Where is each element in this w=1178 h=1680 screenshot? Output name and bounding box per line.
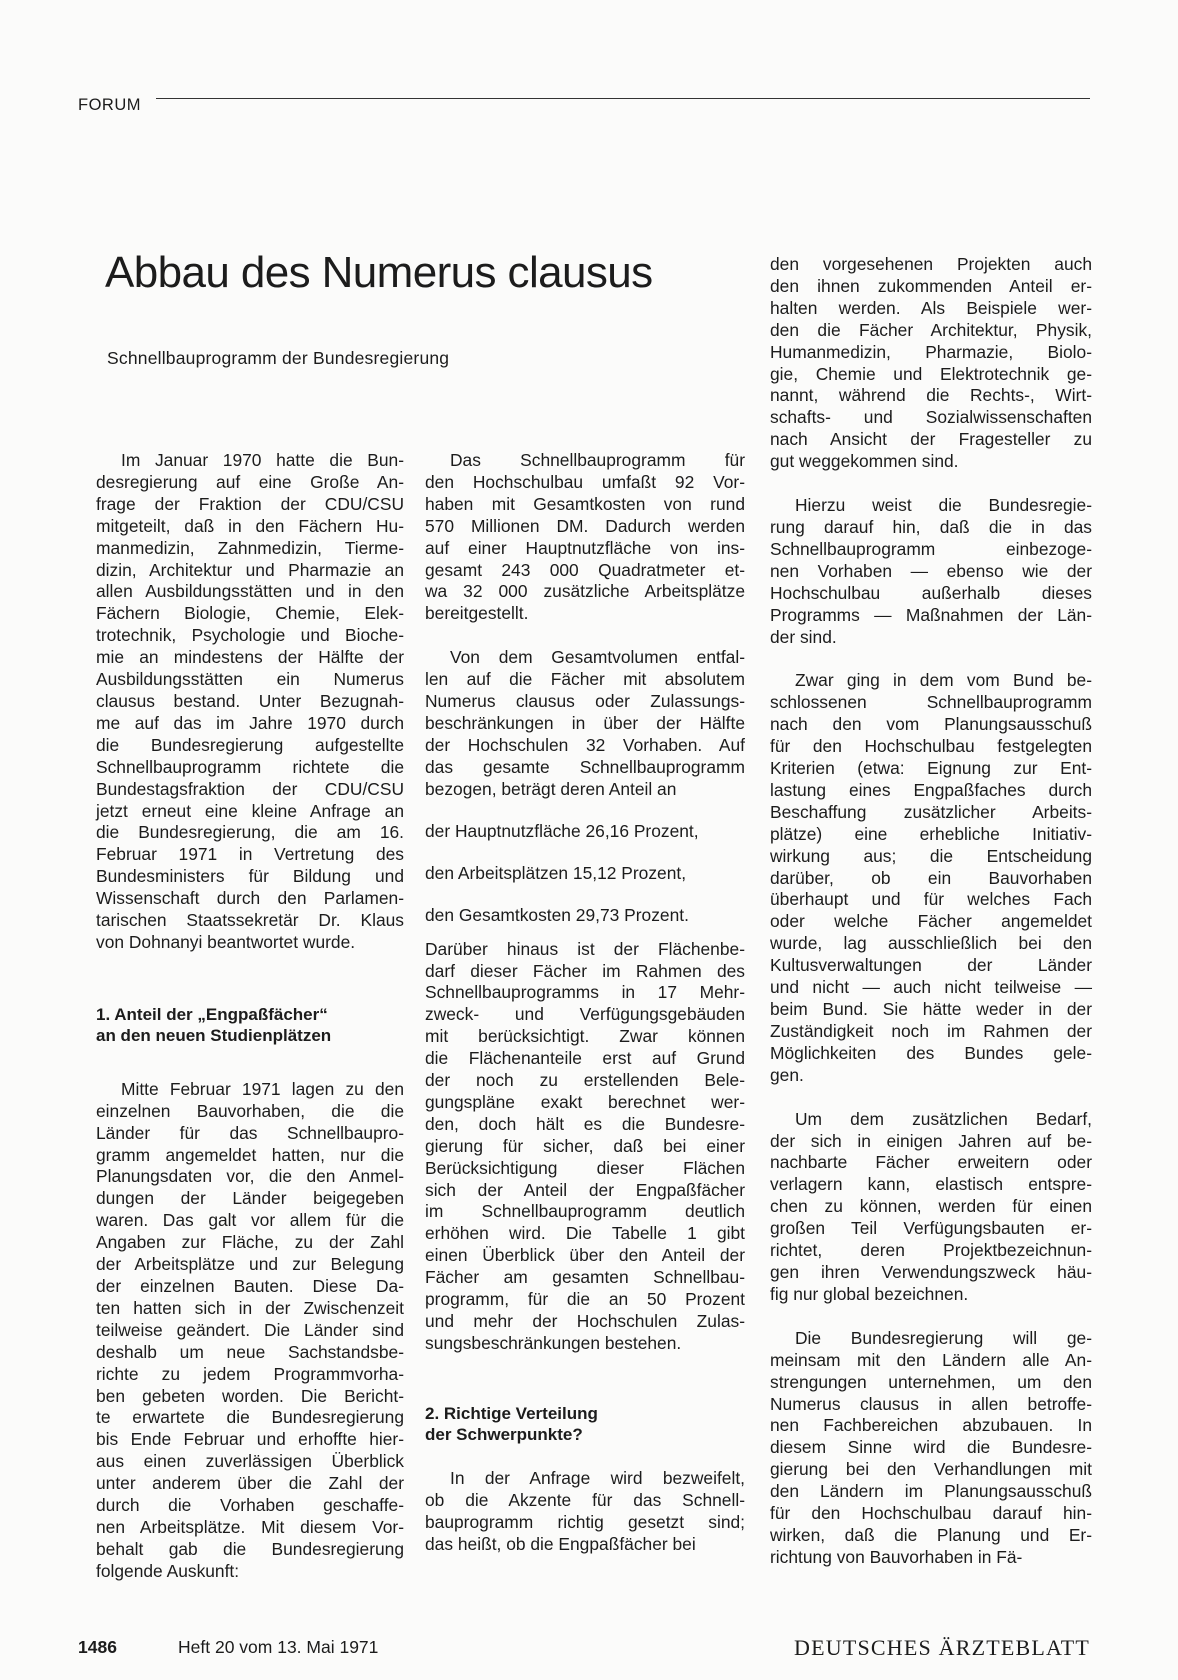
column-1 [96,450,404,1583]
text-line: oder welche Fächer angemeldet [770,911,1092,932]
text-line: mit berücksichtigt. Zwar können [425,1026,745,1047]
text-line: nannt, während die Rechts-, Wirt- [770,385,1092,406]
text-line: die Bundesregierung aufgestellte [96,734,404,755]
text-line: dizin, Architektur und Pharmazie an [96,559,404,580]
text-line: der sind. [770,626,837,647]
text-line: Fächern Biologie, Chemie, Elek- [96,603,404,624]
text-line: sich der Anteil der Engpaßfächer [425,1179,745,1200]
text-line: auf einer Hauptnutzfläche von ins- [425,537,745,558]
text-line: Zuständigkeit noch im Rahmen der [770,1020,1092,1041]
text-line: Hochschulbau außerhalb dieses [770,582,1092,603]
text-line: teilweise geändert. Die Länder sind [96,1319,404,1340]
text-line: 1. Anteil der „Engpaßfächer“ [96,1004,328,1024]
text-line: richte zu jedem Programmvorha- [96,1363,404,1384]
text-line: frage der Fraktion der CDU/CSU [96,493,404,514]
text-line: großen Teil Verfügungsbauten er- [770,1218,1092,1239]
text-line: den Hochschulbau umfaßt 92 Vor- [425,471,745,492]
page-header [78,96,1090,118]
text-line: wirkung aus; die Entscheidung [770,845,1092,866]
section-heading-1 [96,1004,404,1047]
text-line: der einzelnen Bauten. Diese Da- [96,1276,404,1296]
text-line: nen Fachbereichen abzubauen. In [770,1415,1092,1436]
text-line: richtung von Bauvorhaben in Fä- [770,1546,1023,1567]
text-line: den, doch hält es die Bundesre- [425,1113,745,1134]
text-line: Um dem zusätzlichen Bedarf, [795,1108,1092,1129]
text-line: 570 Millionen DM. Dadurch werden [425,515,745,536]
text-line: programm, für die an 50 Prozent [425,1289,745,1310]
text-line: einzelnen Bauvorhaben, die die [96,1100,404,1121]
text-line: haben mit Gesamtkosten von rund [425,493,745,514]
text-line: Das Schnellbauprogramm für [450,450,745,470]
text-line: und mehr der Hochschulen Zulas- [425,1311,745,1331]
page-footer [78,1637,1090,1667]
text-line: den vorgesehenen Projekten auch [770,254,1092,274]
text-line: Hierzu weist die Bundesregie- [795,495,1092,516]
text-line: len auf die Fächer mit absolutem [425,669,745,690]
text-line: der Schwerpunkte? [425,1425,583,1445]
text-line: meinsam mit den Ländern alle An- [770,1349,1092,1370]
text-line: fig nur global bezeichnen. [770,1283,969,1304]
text-line: erhöhen wird. Die Tabelle 1 gibt [425,1223,745,1244]
col2-paragraph-1 [425,450,745,625]
text-line: beim Bund. Sie hätte weder in der [770,999,1092,1019]
text-line: aus einen zuverlässigen Überblick [96,1451,404,1472]
text-line: bezogen, beträgt deren Anteil an [425,778,677,799]
text-line: diesem Sinne wird die Bundesre- [770,1437,1092,1458]
text-line: darf dieser Fächer im Rahmen des [425,960,745,981]
text-line: die Bundesregierung, die am 16. [96,822,404,843]
text-line: an den neuen Studienplätzen [96,1026,332,1046]
text-line: Mitte Februar 1971 lagen zu den [121,1078,404,1099]
text-line: bis Ende Februar und erhoffte hier- [96,1429,404,1450]
text-line: Bundestagsfraktion der CDU/CSU [96,778,404,799]
article-subtitle: Schnellbauprogramm der Bundesregierung [107,348,450,368]
col1-paragraph-1 [96,450,404,954]
stat-workplaces: den Arbeitsplätzen 15,12 Prozent, [425,862,687,883]
text-line: der Arbeitsplätze und zur Belegung [96,1254,404,1275]
text-line: der sich in einigen Jahren auf be- [770,1130,1092,1151]
text-line: wa 32 000 zusätzliche Arbeitsplätze [425,581,745,602]
text-line: gesamt 243 000 Quadratmeter et- [425,559,745,580]
text-line: trotechnik, Psychologie und Bioche- [96,625,404,646]
text-line: Februar 1971 in Vertretung des [96,844,404,865]
page-number: 1486 [78,1637,117,1657]
text-line: Schnellbauprogramm einbezoge- [770,538,1092,559]
col3-paragraph-5 [770,1328,1092,1569]
text-line: gen ihren Verwendungszweck häu- [770,1261,1092,1282]
text-line: nen Arbeitsplätze. Mit diesem Vor- [96,1516,404,1537]
text-line: und nicht — auch nicht teilweise — [770,977,1092,998]
text-line: Beschaffung zusätzlicher Arbeits- [770,801,1092,822]
col3-paragraph-1 [770,254,1092,473]
text-line: für den Hochschulbau darauf hin- [770,1503,1092,1524]
section-label: FORUM [78,96,141,114]
text-line: darüber, ob ein Bauvorhaben [770,867,1092,888]
text-line: halten werden. Als Beispiele wer- [770,297,1092,318]
stat-total-costs: den Gesamtkosten 29,73 Prozent. [425,904,689,925]
text-line: Wissenschaft durch den Parlamen- [96,888,404,909]
text-line: den Ländern im Planungsausschuß [770,1481,1092,1502]
text-line: te erwartete die Bundesregierung [96,1407,404,1428]
text-line: Programms — Maßnahmen der Län- [770,604,1092,625]
text-line: Numerus clausus in allen betroffe- [770,1393,1092,1414]
text-line: bauprogramm richtig gesetzt sind; [425,1511,745,1532]
text-line: überhaupt und für welches Fach [770,889,1092,910]
text-line: gungspläne exakt berechnet wer- [425,1091,745,1112]
text-line: schlossenen Schnellbauprogramm [770,692,1092,713]
text-line: waren. Das galt vor allem für die [96,1210,404,1231]
text-line: richtet, deren Projektbezeichnun- [770,1240,1092,1261]
text-line: manmedizin, Zahnmedizin, Tierme- [96,537,404,558]
text-line: Numerus clausus oder Zulassungs- [425,691,745,712]
text-line: Die Bundesregierung will ge- [795,1327,1092,1348]
header-rule [156,98,1090,99]
text-line: den die Fächer Architektur, Physik, [770,319,1092,340]
text-line: rung darauf hin, daß die in das [770,516,1092,537]
text-line: bereitgestellt. [425,603,529,624]
text-line: Schnellbauprogramms in 17 Mehr- [425,982,745,1003]
text-line: nach Ansicht der Fragesteller zu [770,429,1092,450]
text-line: die Flächenanteile erst auf Grund [425,1048,745,1069]
text-line: behalt gab die Bundesregierung [96,1538,404,1559]
issue-info: Heft 20 vom 13. Mai 1971 [178,1637,379,1657]
text-line: ben gebeten worden. Die Bericht- [96,1385,404,1406]
article-title: Abbau des Numerus clausus [105,248,653,297]
text-line: wurde, lag ausschließlich bei den [770,933,1092,954]
stat-main-area: der Hauptnutzfläche 26,16 Prozent, [425,820,699,841]
text-line: mie an mindestens der Hälfte der [96,647,404,668]
text-line: Planungsdaten vor, die den Anmel- [96,1166,404,1187]
text-line: das heißt, ob die Engpaßfächer bei [425,1533,696,1554]
text-line: zweck- und Verfügungsgebäuden [425,1004,745,1025]
text-line: allen Ausbildungsstätten und in den [96,581,404,602]
text-line: strengungen unternehmen, um den [770,1371,1092,1392]
text-line: clausus bestand. Unter Bezugnah- [96,690,404,711]
text-line: chen zu können, werden für einen [770,1196,1092,1217]
text-line: deshalb um neue Sachstandsbe- [96,1341,404,1362]
col3-paragraph-4 [770,1109,1092,1306]
text-line: gierung für sicher, daß bei einer [425,1135,745,1156]
text-line: verlagern kann, elastisch entspre- [770,1174,1092,1195]
text-line: gierung bei den Verhandlungen mit [770,1459,1092,1480]
journal-name: DEUTSCHES ÄRZTEBLATT [794,1635,1090,1660]
text-line: den ihnen zukommenden Anteil er- [770,275,1092,296]
text-line: gen. [770,1064,804,1085]
text-line: Angaben zur Fläche, zu der Zahl [96,1232,404,1253]
text-line: folgende Auskunft: [96,1560,240,1581]
text-line: gut weggekommen sind. [770,451,959,472]
col3-paragraph-3 [770,670,1092,1086]
text-line: ten hatten sich in der Zwischenzeit [96,1297,404,1318]
text-line: Kultusverwaltungen der Länder [770,955,1092,976]
text-line: me auf das im Jahre 1970 durch [96,712,404,733]
text-line: Länder für das Schnellbaupro- [96,1122,404,1143]
text-line: nen Vorhaben — ebenso wie der [770,560,1092,581]
text-line: Möglichkeiten des Bundes gele- [770,1042,1092,1063]
text-line: Berücksichtigung dieser Flächen [425,1157,745,1178]
col2-paragraph-2 [425,647,745,800]
text-line: nachbarte Fächer erweitern oder [770,1152,1092,1173]
text-line: unter anderem über die Zahl der [96,1473,404,1494]
text-line: von Dohnanyi beantwortet wurde. [96,931,356,952]
column-3 [770,254,1092,1569]
text-line: für den Hochschulbau festgelegten [770,736,1092,757]
col1-paragraph-2 [96,1079,404,1583]
text-line: In der Anfrage wird bezweifelt, [450,1467,745,1488]
text-line: im Schnellbauprogramm deutlich [425,1201,745,1222]
text-line: gie, Chemie und Elektrotechnik ge- [770,363,1092,384]
text-line: lastung eines Engpaßfaches durch [770,779,1092,800]
text-line: das gesamte Schnellbauprogramm [425,756,745,777]
text-line: durch die Vorhaben geschaffe- [96,1495,404,1516]
text-line: 2. Richtige Verteilung [425,1403,598,1423]
col2-paragraph-4 [425,1468,745,1556]
text-line: Fächer am gesamten Schnellbau- [425,1267,745,1288]
text-line: beschränkungen in über der Hälfte [425,712,745,733]
col3-paragraph-2 [770,495,1092,648]
text-line: dungen der Länder beigegeben [96,1188,404,1209]
col2-paragraph-3 [425,939,745,1355]
text-line: Kriterien (etwa: Eignung zur Ent- [770,758,1092,779]
text-line: Humanmedizin, Pharmazie, Biolo- [770,341,1092,362]
text-line: ob die Akzente für das Schnell- [425,1489,745,1510]
text-line: gramm angemeldet hatten, nur die [96,1144,404,1165]
text-line: Von dem Gesamtvolumen entfal- [450,647,745,668]
text-line: Bundesministers für Bildung und [96,866,404,887]
text-line: sungsbeschränkungen bestehen. [425,1332,682,1353]
text-line: wirken, daß die Planung und Er- [770,1524,1092,1545]
text-line: Darüber hinaus ist der Flächenbe- [425,938,745,959]
text-line: Ausbildungsstätten ein Numerus [96,669,404,690]
text-line: Schnellbauprogramm richtete die [96,756,404,777]
text-line: schafts- und Sozialwissenschaften [770,407,1092,428]
text-line: tarischen Staatssekretär Dr. Klaus [96,910,404,931]
section-heading-2 [425,1403,745,1446]
text-line: desregierung auf eine Große An- [96,471,404,492]
text-line: nach den vom Planungsausschuß [770,714,1092,735]
text-line: jetzt erneut eine kleine Anfrage an [96,800,404,821]
column-2 [425,450,745,1555]
text-line: Im Januar 1970 hatte die Bun- [121,450,404,470]
text-line: mitgeteilt, daß in den Fächern Hu- [96,515,404,536]
text-line: Zwar ging in dem vom Bund be- [795,670,1092,691]
text-line: einen Überblick über den Anteil der [425,1245,745,1266]
text-line: der noch zu erstellenden Bele- [425,1070,745,1091]
text-line: plätze) eine erhebliche Initiativ- [770,823,1092,844]
text-line: der Hochschulen 32 Vorhaben. Auf [425,734,745,755]
